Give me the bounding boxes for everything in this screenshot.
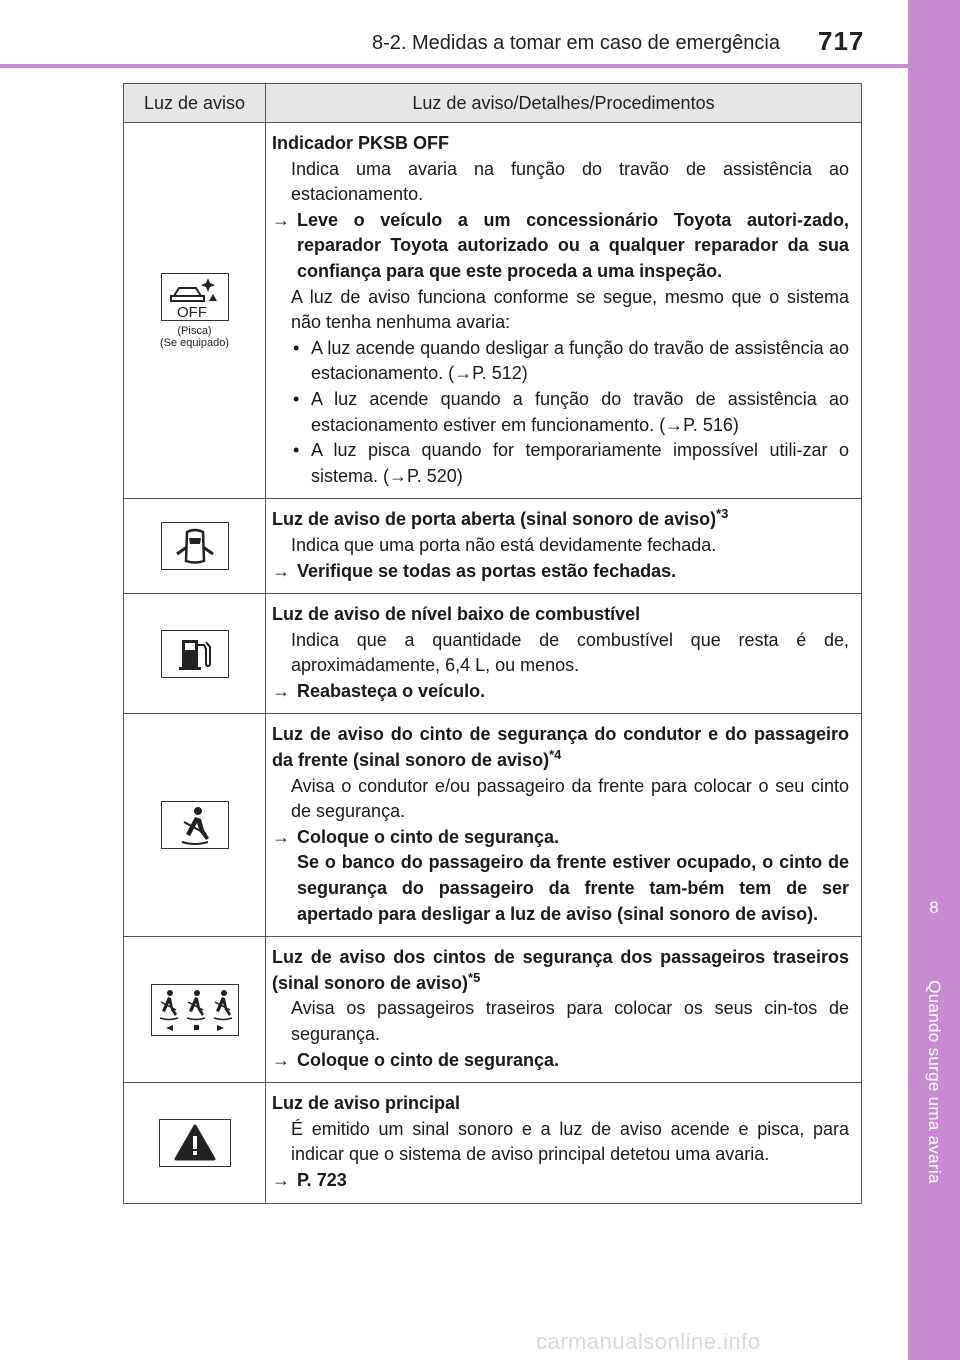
title-text: Luz de aviso de porta aberta (sinal sonoro de aviso) [272,509,717,530]
warning-description: É emitido um sinal sonoro e a luz de aviso acende e pisca, para indicar que o sistema de aviso principal detetou uma avaria. [291,1118,849,1165]
watermark: carmanualsonline.info [536,1329,761,1354]
details-cell [266,1083,862,1203]
list-item-text: A luz acende quando a função do travão de assistência ao estacionamento estiver em funcionamento. (→P. 516) [311,388,849,435]
warning-action [272,208,849,285]
arrow-icon: → [272,1049,290,1070]
table-row [124,123,862,499]
action-text: Coloque o cinto de segurança. [297,826,560,847]
arrow-icon: → [272,680,290,701]
list-item [291,336,849,387]
icon-cell [124,123,266,499]
table-header-row [124,84,862,123]
bullet-icon: • [293,388,300,409]
section-title: 8-2. Medidas a tomar em caso de emergência [372,32,780,54]
details-cell [266,937,862,1083]
header-rule [0,64,908,68]
warning-action [272,559,849,585]
footnote-ref: *4 [549,747,562,763]
warning-title: Luz de aviso principal [272,1093,461,1114]
page-number: 717 [818,26,865,56]
page-reference-link[interactable]: P. 723 [297,1169,347,1190]
chapter-number: 8 [929,898,939,917]
warning-note: A luz de aviso funciona conforme se segue, mesmo que o sistema não tenha nenhuma avaria: [291,286,849,333]
action-text: Coloque o cinto de segurança. [297,1049,560,1070]
list-item [291,387,849,438]
warning-title: Luz de aviso de nível baixo de combustível [272,604,641,625]
bullet-list [272,336,849,490]
list-item-text: A luz pisca quando for temporariamente impossível utili-zar o sistema. (→P. 520) [311,440,849,486]
details-cell [266,123,862,499]
list-item [291,438,849,489]
master-warning-icon [159,1119,231,1167]
warning-title [272,945,849,996]
footnote-ref: *3 [716,506,729,522]
warning-title [272,722,849,773]
warning-description: Avisa o condutor e/ou passageiro da frente para colocar o seu cinto de segurança. [291,775,849,822]
arrow-icon: → [272,560,290,581]
table-row [124,714,862,937]
arrow-icon: → [272,1169,290,1190]
details-cell [266,499,862,594]
table-row [124,594,862,714]
arrow-icon: → [272,209,290,230]
details-cell [266,714,862,937]
icon-cell [124,1083,266,1203]
seatbelt-icon [161,801,229,849]
action-text: Verifique se todas as portas estão fechadas. [297,560,677,581]
warning-description: Indica que a quantidade de combustível que resta é de, aproximadamente, 6,4 L, ou menos. [291,629,849,676]
fuel-pump-icon [161,630,229,678]
col-header-warning-light: Luz de aviso [124,84,266,123]
warning-action [272,1048,849,1074]
warning-description: Indica uma avaria na função do travão de assistência ao estacionamento. [291,158,849,205]
warning-title [272,507,849,533]
warning-description: Indica que uma porta não está devidamente fechada. [291,534,717,555]
footnote-ref: *5 [468,969,481,985]
icon-cell [124,937,266,1083]
bullet-icon: • [293,337,300,358]
chapter-title: Quando surge uma avaria [925,980,944,1184]
warning-lights-table [123,83,862,1204]
pksb-off-icon [161,273,229,321]
col-header-details: Luz de aviso/Detalhes/Procedimentos [266,84,862,123]
table-row [124,499,862,594]
warning-action-detail: Se o banco do passageiro da frente estiver ocupado, o cinto de segurança do passageiro da frente tam-bém tem de ser apertado para desligar a luz de aviso (sinal sonoro de aviso). [297,852,849,924]
warning-description: Avisa os passageiros traseiros para colocar os seus cin-tos de segurança. [291,998,849,1044]
action-text: Leve o veículo a um concessionário Toyota autori-zado, reparador Toyota autorizado ou a qualquer reparador da sua confiança para que este proceda a uma inspeção. [297,209,849,281]
icon-caption-flashing: (Pisca) [177,324,212,337]
list-item-text: A luz acende quando desligar a função do travão de assistência ao estacionamento. (→P. 512) [311,337,849,384]
icon-caption-if-equipped: (Se equipado) [159,336,230,349]
warning-action [272,1168,849,1194]
warning-action [272,679,849,705]
icon-cell [124,594,266,714]
bullet-icon: • [293,440,300,461]
table-row [124,1083,862,1203]
icon-cell [124,499,266,594]
details-cell [266,594,862,714]
warning-action [272,825,849,851]
open-door-icon [161,522,229,570]
rear-seatbelts-icon [151,984,239,1036]
pksb-off-label: OFF [176,303,207,320]
arrow-icon: → [272,826,290,847]
action-text: Reabasteça o veículo. [297,680,486,701]
title-text: Luz de aviso dos cintos de segurança dos passageiros traseiros (sinal sonoro de aviso) [272,947,849,993]
table-row [124,937,862,1083]
warning-title: Indicador PKSB OFF [272,133,450,153]
icon-cell [124,714,266,937]
title-text: Luz de aviso do cinto de segurança do condutor e do passageiro da frente (sinal sonoro de aviso) [272,724,849,771]
